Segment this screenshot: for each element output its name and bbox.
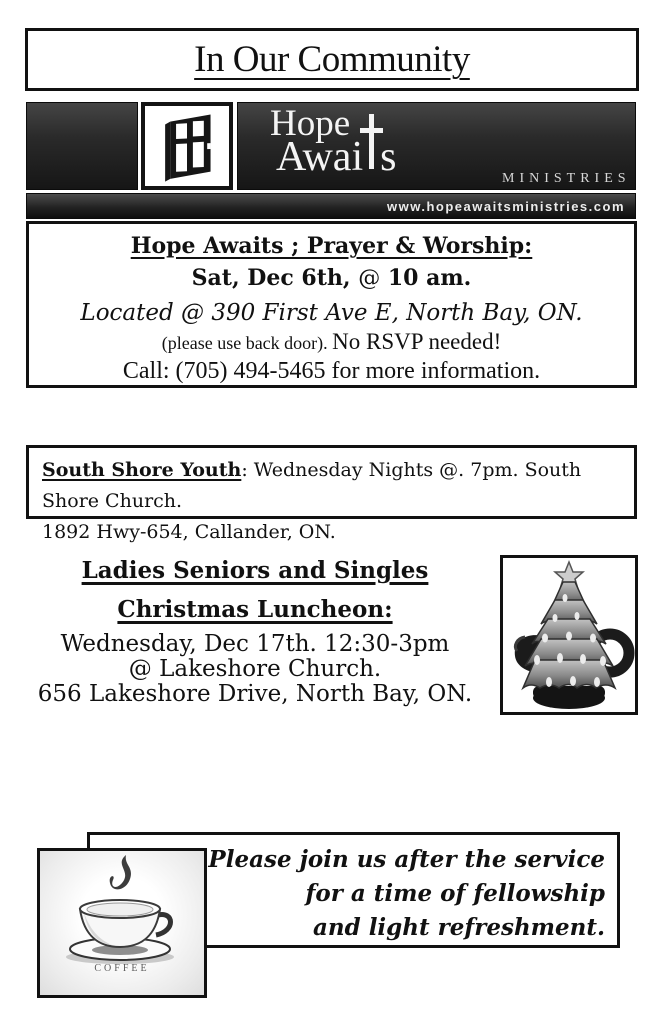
coffee-cup-icon	[42, 851, 202, 967]
website-url: www.hopeawaitsministries.com	[386, 198, 625, 214]
south-shore-address: 1892 Hwy-654, Callander, ON.	[42, 521, 336, 543]
prayer-worship-location: Located @ 390 First Ave E, North Bay, ON.	[80, 300, 583, 326]
prayer-worship-phone: Call: (705) 494-5465 for more information.	[122, 358, 541, 384]
prayer-worship-box	[26, 221, 637, 388]
christmas-tree-teapot-image	[500, 555, 638, 715]
luncheon-heading1: Ladies Seniors and Singles	[81, 557, 429, 584]
teapot-svg	[503, 558, 635, 712]
south-shore-line1: South Shore Youth: Wednesday Nights @. 7pm. South Shore Church.	[42, 459, 582, 512]
website-strip	[26, 193, 636, 219]
luncheon-heading2: Christmas Luncheon:	[117, 596, 393, 623]
coffee-image	[37, 848, 207, 998]
luncheon-datetime: Wednesday, Dec 17th. 12:30-3pm	[60, 631, 450, 657]
cross-icon	[363, 140, 380, 170]
luncheon-address: 656 Lakeshore Drive, North Bay, ON.	[37, 681, 473, 707]
prayer-worship-datetime: Sat, Dec 6th, @ 10 am.	[191, 265, 472, 291]
south-shore-box	[26, 445, 637, 543]
banner-logo-panel	[237, 102, 636, 190]
open-door-icon	[141, 102, 233, 190]
luncheon-section	[15, 558, 495, 707]
page-title-box	[25, 28, 639, 91]
luncheon-venue: @ Lakeshore Church.	[128, 656, 382, 682]
fellowship-line1: Please join us after the service	[208, 846, 605, 873]
south-shore-title: South Shore Youth	[42, 459, 242, 481]
banner-left-panel	[26, 102, 138, 190]
logo-awaits-text: Awai s	[276, 136, 396, 178]
fellowship-line3: and light refreshment.	[312, 914, 605, 941]
page-title: In Our Community	[194, 39, 470, 80]
coffee-label: COFFEE	[94, 963, 150, 974]
logo-hope-text: Hope	[270, 103, 351, 144]
logo-ministries-text: MINISTRIES	[502, 171, 631, 186]
fellowship-line2: for a time of fellowship	[305, 880, 605, 907]
prayer-worship-note: (please use back door). No RSVP needed!	[161, 329, 502, 354]
door-svg	[148, 109, 226, 183]
prayer-worship-heading: Hope Awaits ; Prayer & Worship:	[130, 233, 533, 259]
hope-awaits-banner	[26, 102, 636, 190]
